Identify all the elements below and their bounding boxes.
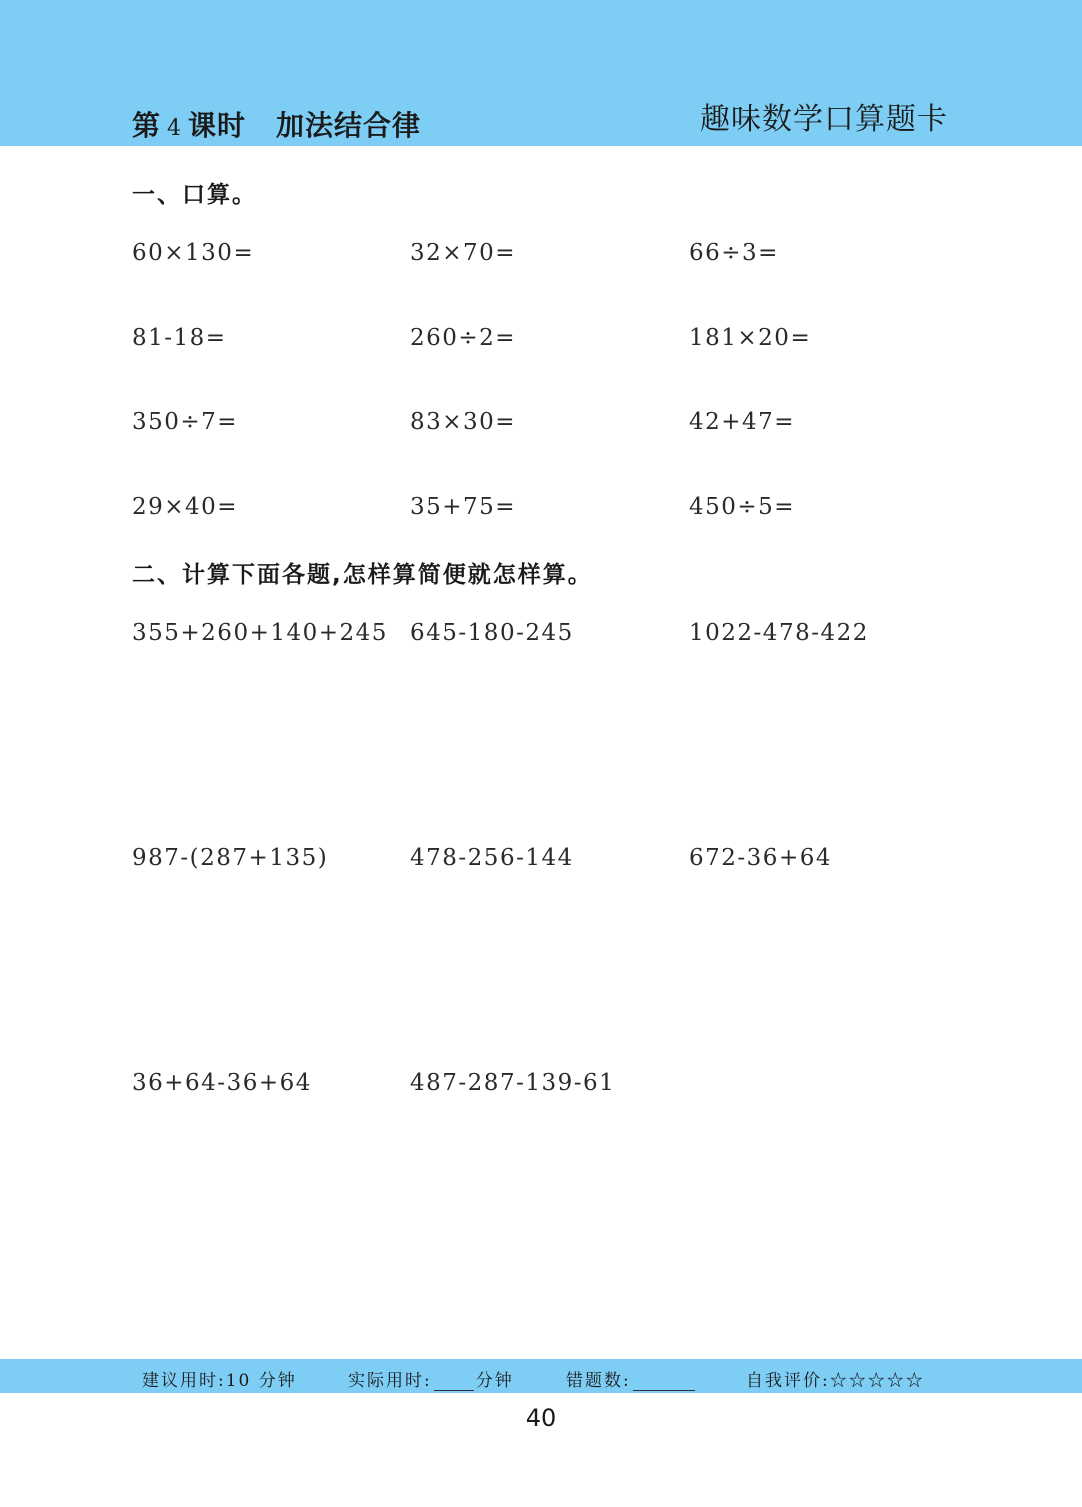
page-number: 40 (525, 1404, 557, 1432)
problem: 1022-478-422 (689, 620, 869, 646)
section1-title: 一、口算。 (132, 182, 257, 208)
lesson-title (132, 104, 421, 144)
self-rating (746, 1366, 925, 1391)
problem: 350÷7= (132, 409, 239, 435)
problem: 60×130= (132, 240, 255, 266)
problem: 32×70= (410, 240, 517, 266)
problem: 672-36+64 (689, 845, 832, 871)
problem: 645-180-245 (410, 620, 574, 646)
problem: 35+75= (410, 494, 517, 520)
lesson-number: 4 (167, 116, 183, 141)
problem: 42+47= (689, 409, 796, 435)
problem: 83×30= (410, 409, 517, 435)
problem: 66÷3= (689, 240, 779, 266)
problem: 81-18= (132, 325, 227, 351)
error-count-label: 错题数: (566, 1371, 631, 1391)
lesson-prefix: 第 (132, 109, 162, 142)
problem: 181×20= (689, 325, 812, 351)
actual-time-blank[interactable] (434, 1372, 474, 1391)
actual-time-label: 实际用时: (348, 1371, 432, 1391)
suggested-time: 建议用时:10 分钟 (142, 1371, 297, 1391)
problem: 478-256-144 (410, 845, 574, 871)
error-count (566, 1366, 695, 1391)
actual-time (348, 1366, 514, 1391)
problem: 260÷2= (410, 325, 517, 351)
problem: 450÷5= (689, 494, 796, 520)
lesson-suffix: 课时 (188, 109, 247, 142)
rating-stars[interactable]: ☆☆☆☆☆ (829, 1371, 925, 1391)
section2-title: 二、计算下面各题,怎样算简便就怎样算。 (132, 562, 593, 588)
problem: 987-(287+135) (132, 845, 329, 871)
problem: 355+260+140+245 (132, 620, 388, 646)
actual-time-unit: 分钟 (475, 1371, 514, 1391)
problem: 36+64-36+64 (132, 1070, 312, 1096)
problem: 29×40= (132, 494, 239, 520)
lesson-topic: 加法结合律 (276, 109, 422, 142)
self-rating-label: 自我评价: (746, 1371, 830, 1391)
error-count-blank[interactable] (633, 1372, 695, 1391)
problem: 487-287-139-61 (410, 1070, 616, 1096)
brand-title: 趣味数学口算题卡 (700, 102, 948, 137)
